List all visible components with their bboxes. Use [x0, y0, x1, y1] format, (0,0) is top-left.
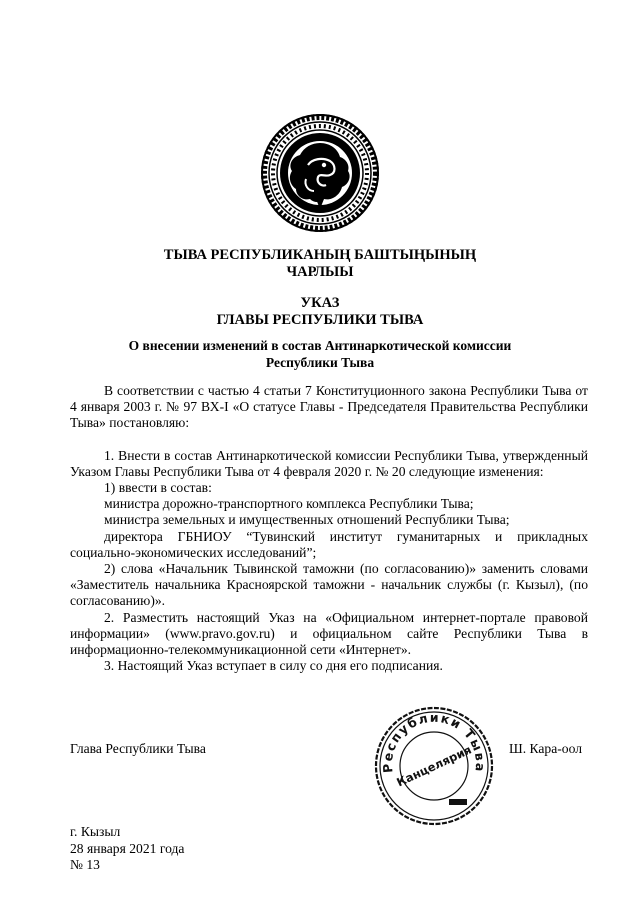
- decree-body: [70, 383, 588, 674]
- subject-line-2: Республики Тыва: [265, 355, 375, 370]
- official-stamp: [371, 703, 497, 829]
- issue-city: г. Кызыл: [70, 824, 121, 839]
- item-3-paragraph: 3. Настоящий Указ вступает в силу со дня его подписания.: [104, 658, 443, 674]
- item-1-paragraph: 1. Внести в состав Антинаркотической комиссии Республики Тыва, утвержденный Указом Главы Республики Тыва от 4 февраля 2020 г. № 20 следующие изменения:: [70, 447, 588, 479]
- coat-of-arms-emblem: [260, 113, 380, 233]
- signatory-name: Ш. Кара-оол: [509, 741, 582, 756]
- decree-title: [0, 295, 640, 329]
- subject-line-1: О внесении изменений в состав Антинаркотической комиссии: [128, 338, 512, 353]
- decree-subject: [0, 337, 640, 371]
- svg-text:Республики Тыва: Республики Тыва: [379, 709, 489, 774]
- header-line-1: ТЫВА РЕСПУБЛИКАНЫҢ БАШТЫҢЫНЫҢ: [163, 247, 477, 263]
- decree-label: УКАЗ: [300, 295, 340, 311]
- decree-issuer: ГЛАВЫ РЕСПУБЛИКИ ТЫВА: [216, 312, 424, 328]
- svg-text:Канцелярия: Канцелярия: [394, 742, 474, 790]
- member-2-paragraph: министра земельных и имущественных отношений Республики Тыва;: [104, 512, 510, 528]
- item-2-paragraph: 2. Разместить настоящий Указ на «Официальном интернет-портале правовой информации» (www.pravo.gov.ru) и официальном сайте Республики Тыва в информационно-телекоммуникационной сети «Интернет».: [70, 609, 588, 658]
- header-line-2: ЧАРЛЫЫ: [286, 264, 354, 280]
- member-3-paragraph: директора ГБНИОУ “Тувинский институт гуманитарных и прикладных социально-экономических исследований”;: [70, 528, 588, 560]
- member-1-paragraph: министра дорожно-транспортного комплекса Республики Тыва;: [104, 496, 474, 512]
- subitem-2-paragraph: 2) слова «Начальник Тывинской таможни (по согласованию)» заменить словами «Заместитель начальника Красноярской таможни - начальник службы (г. Кызыл), (по согласованию)».: [70, 561, 588, 609]
- subitem-1-paragraph: 1) ввести в состав:: [104, 480, 212, 496]
- decree-number: № 13: [70, 857, 100, 872]
- preamble-paragraph: В соответствии с частью 4 статьи 7 Конституционного закона Республики Тыва от 4 января 2003 г. № 97 ВХ-I «О статусе Главы - Председателя Правительства Республики Тыва» постановляю:: [70, 383, 588, 431]
- issue-date: 28 января 2021 года: [70, 840, 185, 856]
- issue-details: [70, 824, 184, 874]
- header-republic-title: [0, 247, 640, 281]
- signatory-title: Глава Республики Тыва: [70, 741, 206, 756]
